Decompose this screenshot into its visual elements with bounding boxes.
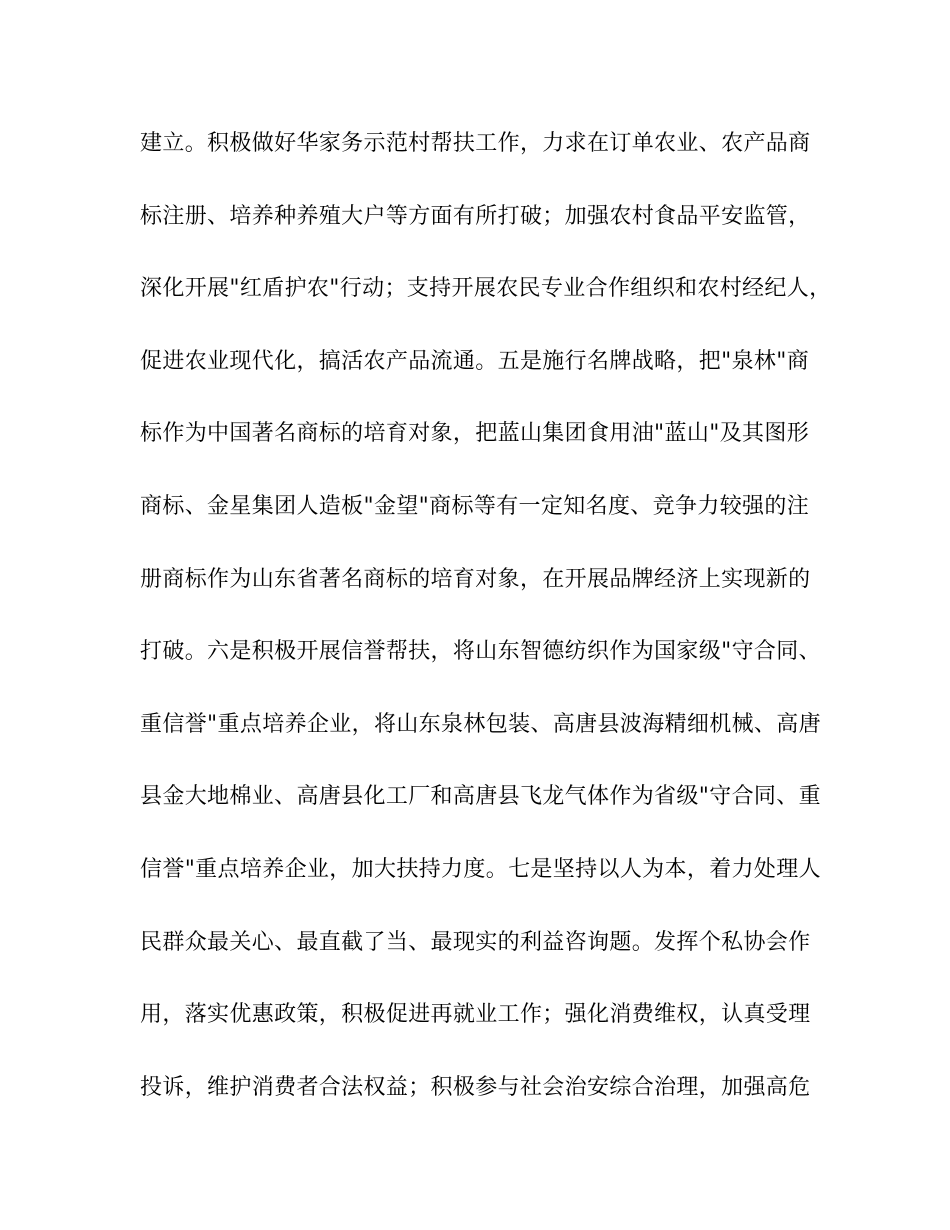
text-line: 民群众最关心、最直截了当、最现实的利益咨询题。发挥个私协会作 xyxy=(140,929,811,955)
body-text xyxy=(140,124,840,1140)
text-line: 标注册、培养种养殖大户等方面有所打破；加强农村食品平安监管， xyxy=(140,203,811,229)
text-line: 县金大地棉业、高唐县化工厂和高唐县飞龙气体作为省级"守合同、重 xyxy=(140,784,821,810)
text-line: 重信誉"重点培养企业，将山东泉林包装、高唐县波海精细机械、高唐 xyxy=(140,711,821,737)
text-line: 标作为中国著名商标的培育对象，把蓝山集团食用油"蓝山"及其图形 xyxy=(140,421,810,447)
text-line: 打破。六是积极开展信誉帮扶，将山东智德纺织作为国家级"守合同、 xyxy=(140,639,821,665)
text-line: 用，落实优惠政策，积极促进再就业工作；强化消费维权，认真受理 xyxy=(140,1002,811,1028)
text-line: 投诉，维护消费者合法权益；积极参与社会治安综合治理，加强高危 xyxy=(140,1074,811,1100)
text-line: 信誉"重点培养企业，加大扶持力度。七是坚持以人为本，着力处理人 xyxy=(140,856,821,882)
text-line: 建立。积极做好华家务示范村帮扶工作，力求在订单农业、农产品商 xyxy=(140,131,811,156)
text-line: 促进农业现代化，搞活农产品流通。五是施行名牌战略，把"泉林"商 xyxy=(140,348,810,374)
text-line: 商标、金星集团人造板"金望"商标等有一定知名度、竞争力较强的注 xyxy=(140,493,810,519)
text-line: 深化开展"红盾护农"行动；支持开展农民专业合作组织和农村经纪人， xyxy=(140,276,832,302)
text-line: 册商标作为山东省著名商标的培育对象，在开展品牌经济上实现新的 xyxy=(140,566,811,592)
